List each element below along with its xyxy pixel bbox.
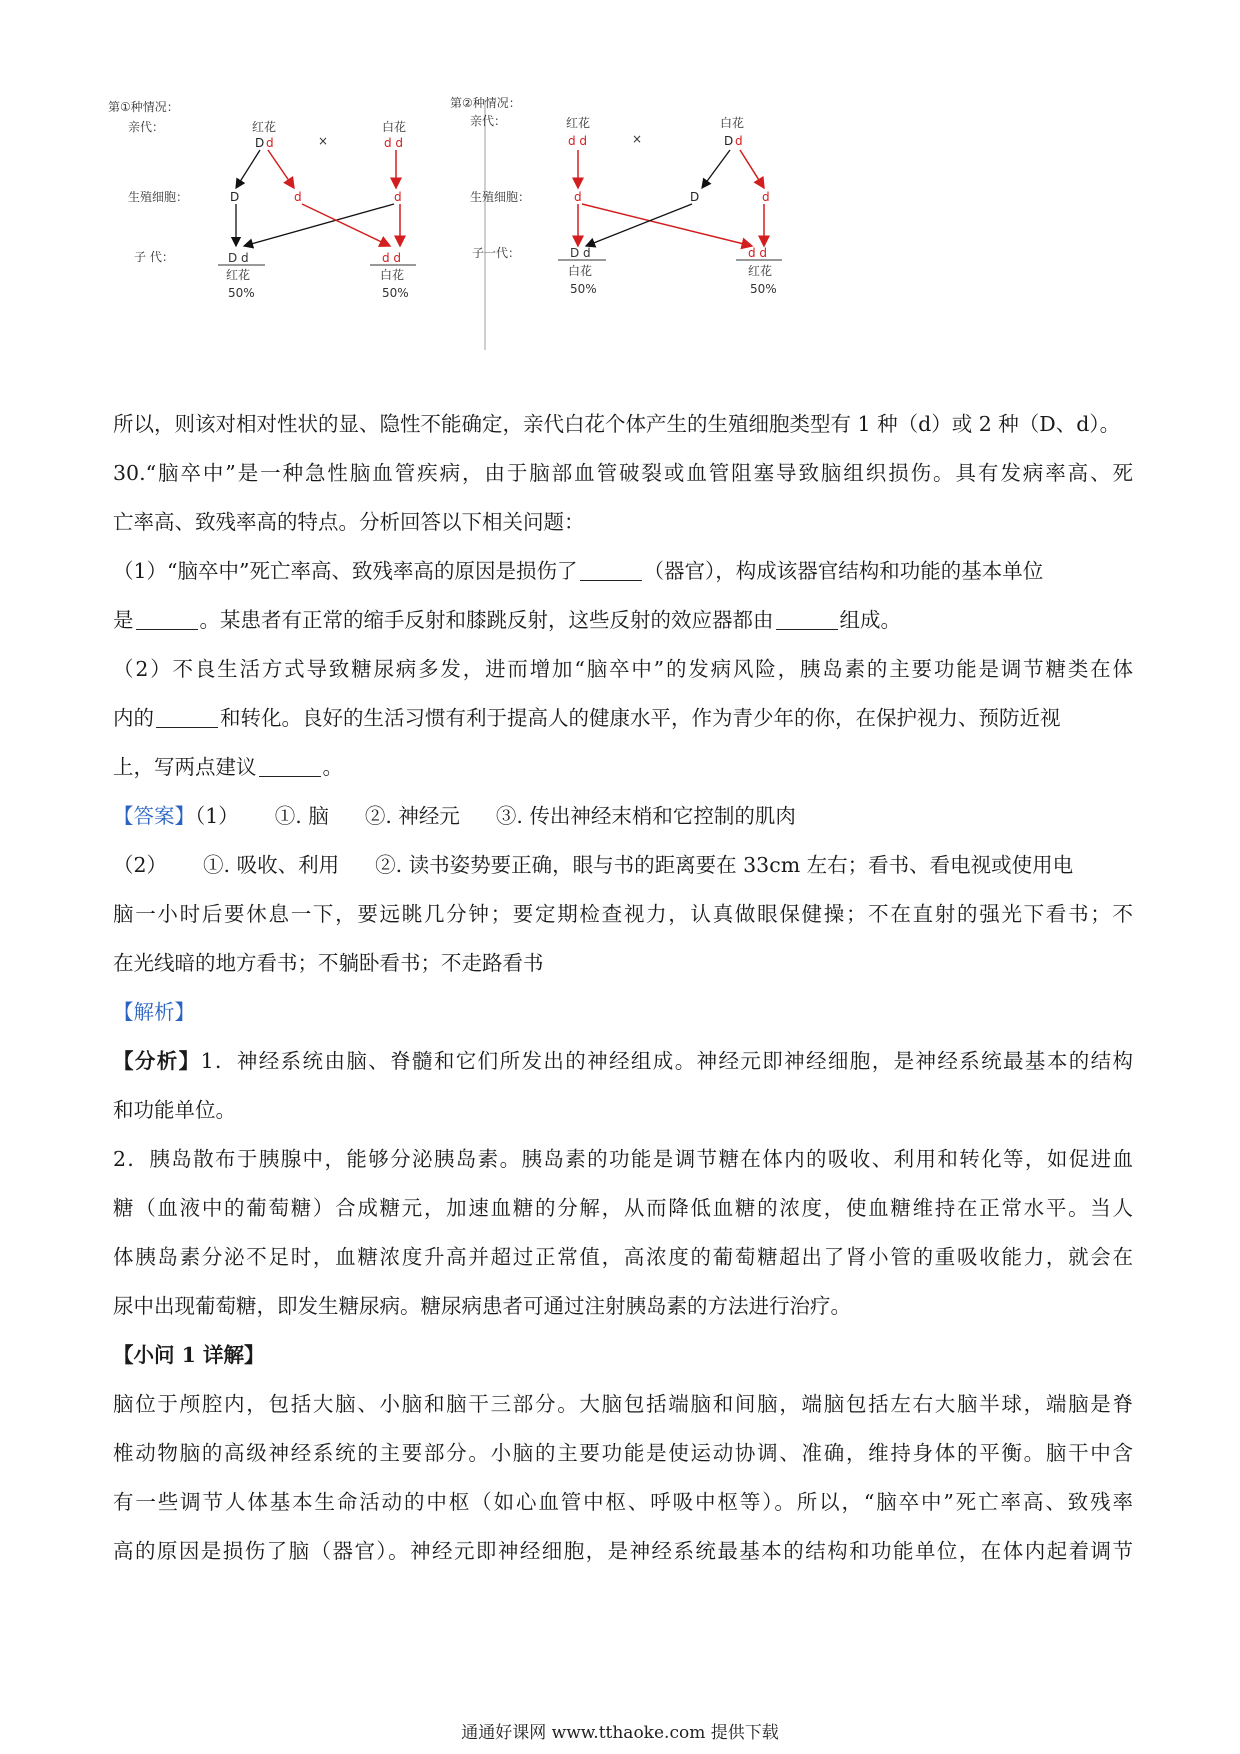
answer-blank	[136, 611, 198, 630]
answer-part-2-line-1: （2） ①. 吸收、利用 ②. 读书姿势要正确，眼与书的距离要在 33cm 左右；看书、看电视或使用电	[113, 853, 1074, 877]
arrow-c1-right-to-left	[244, 204, 394, 246]
analysis-point-2-line-1: 2．胰岛散布于胰腺中，能够分泌胰岛素。胰岛素的功能是调节糖在体内的吸收、利用和转化等，如促进血	[113, 1147, 1133, 1171]
subquestion-1-label: 【小问 1 详解】	[113, 1343, 265, 1367]
case1-gamete-D: D	[230, 190, 240, 204]
answer-blank	[776, 611, 838, 630]
subquestion-1-line-3: 有一些调节人体基本生命活动的中枢（如心血管中枢、呼吸中枢等）。所以，“脑卒中”死亡率高、致残率	[113, 1490, 1133, 1514]
case1-offspring-right-genotype: d d	[382, 251, 402, 265]
case1-gamete-d: d	[294, 190, 302, 204]
case2-parent-right-D: D	[724, 134, 734, 148]
answer-blank	[156, 709, 218, 728]
question-30-part-1-line-2: 是 。某患者有正常的缩手反射和膝跳反射，这些反射的效应器都由 组成。	[113, 608, 901, 632]
arrow-c2-right-D	[702, 150, 730, 188]
answer-blank	[580, 562, 642, 581]
case1-offspring-left-pct: 50%	[228, 286, 255, 300]
case2-parent-left-name: 红花	[566, 116, 591, 130]
case2-offspring-right-pct: 50%	[750, 282, 777, 296]
case2-offspring-left-name: 白花	[568, 264, 593, 278]
case2-gamete-d-left: d	[574, 190, 582, 204]
case2-parent-left-genotype: d d	[568, 134, 588, 148]
case2-parent-right-name: 白花	[720, 116, 745, 130]
case2-offspring-left-pct: 50%	[570, 282, 597, 296]
question-30-part-2-line-1: （2）不良生活方式导致糖尿病多发，进而增加“脑卒中”的发病风险，胰岛素的主要功能是调节糖类在体	[113, 657, 1133, 681]
analysis-point-1-line-1: 【分析】1．神经系统由脑、脊髓和它们所发出的神经组成。神经元即神经细胞，是神经系统最基本的结构	[113, 1049, 1133, 1073]
case2-offspring-right-genotype: d d	[748, 246, 768, 260]
genetics-cross-diagram	[100, 88, 980, 358]
case2-offspring-left-genotype: D d	[570, 246, 591, 260]
arrow-c2-right-d	[740, 150, 764, 188]
case1-parent-left-name: 红花	[252, 120, 277, 134]
question-30-part-2-line-2: 内的 和转化。良好的生活习惯有利于提高人的健康水平，作为青少年的你，在保护视力、预防近视	[113, 706, 1061, 730]
case1-parent-right-name: 白花	[382, 120, 407, 134]
question-30-line-2: 亡率高、致残率高的特点。分析回答以下相关问题：	[113, 510, 585, 534]
analysis-point-2-line-4: 尿中出现葡萄糖，即发生糖尿病。糖尿病患者可通过注射胰岛素的方法进行治疗。	[113, 1294, 851, 1318]
subquestion-1-line-1: 脑位于颅腔内，包括大脑、小脑和脑干三部分。大脑包括端脑和间脑，端脑包括左右大脑半球，端脑是脊	[113, 1392, 1133, 1416]
case1-offspring-left-name: 红花	[226, 268, 251, 282]
answer-part-2-line-3: 在光线暗的地方看书；不躺卧看书；不走路看书	[113, 951, 544, 975]
answer-part-2-line-2: 脑一小时后要休息一下，要远眺几分钟；要定期检查视力，认真做眼保健操；不在直射的强光下看书；不	[113, 902, 1133, 926]
case2-offspring-label: 子一代：	[472, 246, 521, 260]
arrow-c2-red-cross	[582, 204, 752, 246]
case1-parent-left-D: D	[255, 136, 265, 150]
case2-gamete-D: D	[690, 190, 700, 204]
case1-offspring-left-genotype: D d	[228, 251, 249, 265]
case1-parent-left-d: d	[266, 136, 274, 150]
case2-parent-label: 亲代：	[470, 114, 507, 128]
analysis-point-2-line-3: 体胰岛素分泌不足时，血糖浓度升高并超过正常值，高浓度的葡萄糖超出了肾小管的重吸收能力，就会在	[113, 1245, 1133, 1269]
answer-label: 【答案】	[113, 804, 195, 828]
diagram-divider	[484, 100, 486, 350]
answer-blank	[259, 758, 321, 777]
arrow-c1-left-D	[236, 150, 260, 188]
subquestion-1-line-4: 高的原因是损伤了脑（器官）。神经元即神经细胞，是神经系统最基本的结构和功能单位，在体内起着调节	[113, 1539, 1133, 1563]
arrow-c1-red-cross	[302, 204, 390, 246]
conclusion-line: 所以，则该对相对性状的显、隐性不能确定，亲代白花个体产生的生殖细胞类型有 1 种（d）或 2 种（D、d）。	[113, 412, 1121, 436]
case1-parent-right-genotype: d d	[384, 136, 404, 150]
case1-offspring-right-pct: 50%	[382, 286, 409, 300]
case1-gamete-d-right: d	[394, 190, 402, 204]
case2-cross-symbol: ×	[632, 132, 643, 146]
case1-gamete-label: 生殖细胞：	[128, 190, 189, 204]
case2-offspring-right-name: 红花	[748, 264, 773, 278]
question-30-part-2-line-3: 上，写两点建议 。	[113, 755, 343, 779]
answer-part-1: 【答案】（1） ①. 脑 ②. 神经元 ③. 传出神经末梢和它控制的肌肉	[113, 804, 796, 828]
case1-parent-label: 亲代：	[128, 120, 165, 134]
case2-gamete-label: 生殖细胞：	[470, 190, 531, 204]
case2-title: 第②种情况：	[450, 96, 521, 110]
page-footer: 通通好课网 www.tthaoke.com 提供下载	[461, 1723, 779, 1743]
case1-cross-symbol: ×	[318, 134, 329, 148]
analysis-label: 【解析】	[113, 1000, 195, 1024]
document-body	[113, 400, 1133, 1576]
subquestion-1-line-2: 椎动物脑的高级神经系统的主要部分。小脑的主要功能是使运动协调、准确，维持身体的平衡。脑干中含	[113, 1441, 1133, 1465]
arrow-c1-left-d	[268, 150, 294, 188]
analysis-point-2-line-2: 糖（血液中的葡萄糖）合成糖元，加速血糖的分解，从而降低血糖的浓度，使血糖维持在正常水平。当人	[113, 1196, 1133, 1220]
case1-offspring-right-name: 白花	[380, 268, 405, 282]
case1-offspring-label: 子 代：	[134, 250, 174, 264]
arrow-c2-D-to-left	[586, 204, 692, 246]
case2-parent-right-d: d	[735, 134, 743, 148]
cross-arrows	[100, 88, 980, 358]
analysis-point-1-line-2: 和功能单位。	[113, 1098, 236, 1122]
case1-title: 第①种情况：	[108, 100, 179, 114]
case2-gamete-d-right: d	[762, 190, 770, 204]
question-30-line-1: 30.“脑卒中”是一种急性脑血管疾病，由于脑部血管破裂或血管阻塞导致脑组织损伤。具有发病率高、死	[113, 461, 1133, 485]
question-30-part-1-line-1: （1）“脑卒中”死亡率高、致残率高的原因是损伤了 （器官），构成该器官结构和功能的基本单位	[113, 559, 1044, 583]
